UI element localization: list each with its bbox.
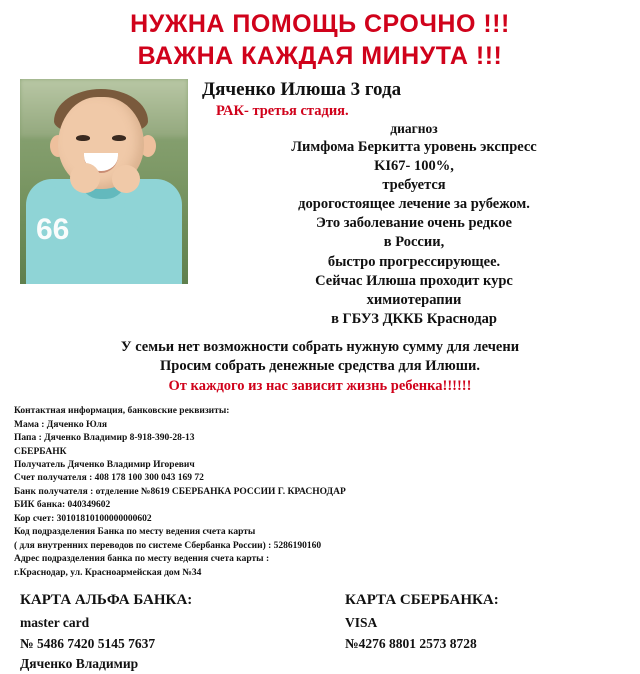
contacts-row-mother: Мама : Дяченко Юля xyxy=(14,419,108,430)
contacts-row-branch-address-label: Адрес подразделения банка по месту ведения счета карты : xyxy=(14,554,270,565)
contacts-row-branch-code-value: ( для внутренних переводов по системе Сбербанка России) : 5286190160 xyxy=(14,540,322,551)
child-name: Дяченко Илюша 3 года xyxy=(202,79,402,100)
photo-eye-right xyxy=(112,135,126,141)
diagnosis-label: диагноз xyxy=(390,121,438,136)
appeal-line-2: Просим собрать денежные средства для Илюши. xyxy=(160,358,480,375)
card-alfa-title: КАРТА АЛЬФА БАНКА: xyxy=(20,592,193,609)
card-alfa-holder: Дяченко Владимир xyxy=(20,655,139,671)
contacts-row-bank-branch: Банк получателя : отделение №8619 СБЕРБАНКА РОССИИ Г. КРАСНОДАР xyxy=(14,486,346,497)
child-photo xyxy=(20,79,188,284)
card-sber-number: №4276 8801 2573 8728 xyxy=(345,635,477,651)
detail-line-2: KI67- 100%, xyxy=(374,157,454,174)
photo-hand-right xyxy=(112,165,140,193)
photo-and-details xyxy=(14,79,626,329)
detail-line-9: химиотерапии xyxy=(366,291,462,308)
contacts-row-father: Папа : Дяченко Владимир 8-918-390-28-13 xyxy=(14,433,195,444)
detail-line-8: Сейчас Илюша проходит курс xyxy=(315,272,513,289)
photo-hand-left xyxy=(70,163,100,193)
photo-jersey-number: 66 xyxy=(36,213,70,246)
contacts-block xyxy=(14,405,626,580)
diagnosis-headline: РАК- третья стадия. xyxy=(216,103,349,119)
contacts-row-account: Счет получателя : 408 178 100 300 043 169 72 xyxy=(14,473,204,484)
detail-line-7: быстро прогрессирующее. xyxy=(327,253,501,270)
headline-line-1: НУЖНА ПОМОЩЬ СРОЧНО !!! xyxy=(130,10,510,38)
contacts-row-bik: БИК банка: 040349602 xyxy=(14,500,111,511)
detail-line-3: требуется xyxy=(382,177,446,194)
detail-line-5: Это заболевание очень редкое xyxy=(316,215,512,232)
detail-line-1: Лимфома Беркитта уровень экспресс xyxy=(291,138,537,155)
detail-line-10: в ГБУЗ ДККБ Краснодар xyxy=(331,310,497,327)
card-alfa-system: master card xyxy=(20,615,90,631)
card-sber-title: КАРТА СБЕРБАНКА: xyxy=(345,592,499,609)
appeal-line-3: От каждого из нас зависит жизнь ребенка!!!!!! xyxy=(168,378,472,395)
card-alfa-bank xyxy=(14,592,301,674)
card-alfa-number: № 5486 7420 5145 7637 xyxy=(20,635,156,651)
child-details xyxy=(188,79,626,329)
appeal-block xyxy=(14,339,626,395)
photo-eye-left xyxy=(76,135,90,141)
contacts-row-corr-account: Кор счет: 30101810100000000602 xyxy=(14,513,152,524)
appeal-line-1: У семьи нет возможности собрать нужную сумму для лечени xyxy=(120,339,520,356)
contacts-row-branch-address-value: г.Краснодар, ул. Красноармейская дом №34 xyxy=(14,567,202,578)
photo-container xyxy=(20,79,188,284)
headline-line-2: ВАЖНА КАЖДАЯ МИНУТА !!! xyxy=(137,41,503,70)
card-sber-system: VISA xyxy=(345,615,378,631)
cards-block xyxy=(14,592,626,674)
detail-line-6: в России, xyxy=(383,234,445,251)
contacts-row-branch-code-label: Код подразделения Банка по месту ведения счета карты xyxy=(14,527,256,538)
poster-headline xyxy=(14,10,626,71)
detail-line-4: дорогостоящее лечение за рубежом. xyxy=(298,196,530,213)
contacts-title: Контактная информация, банковские реквизиты: xyxy=(14,406,230,417)
contacts-row-bank: СБЕРБАНК xyxy=(14,446,67,457)
contacts-row-recipient: Получатель Дяченко Владимир Игоревич xyxy=(14,460,195,470)
card-sberbank xyxy=(301,592,626,674)
